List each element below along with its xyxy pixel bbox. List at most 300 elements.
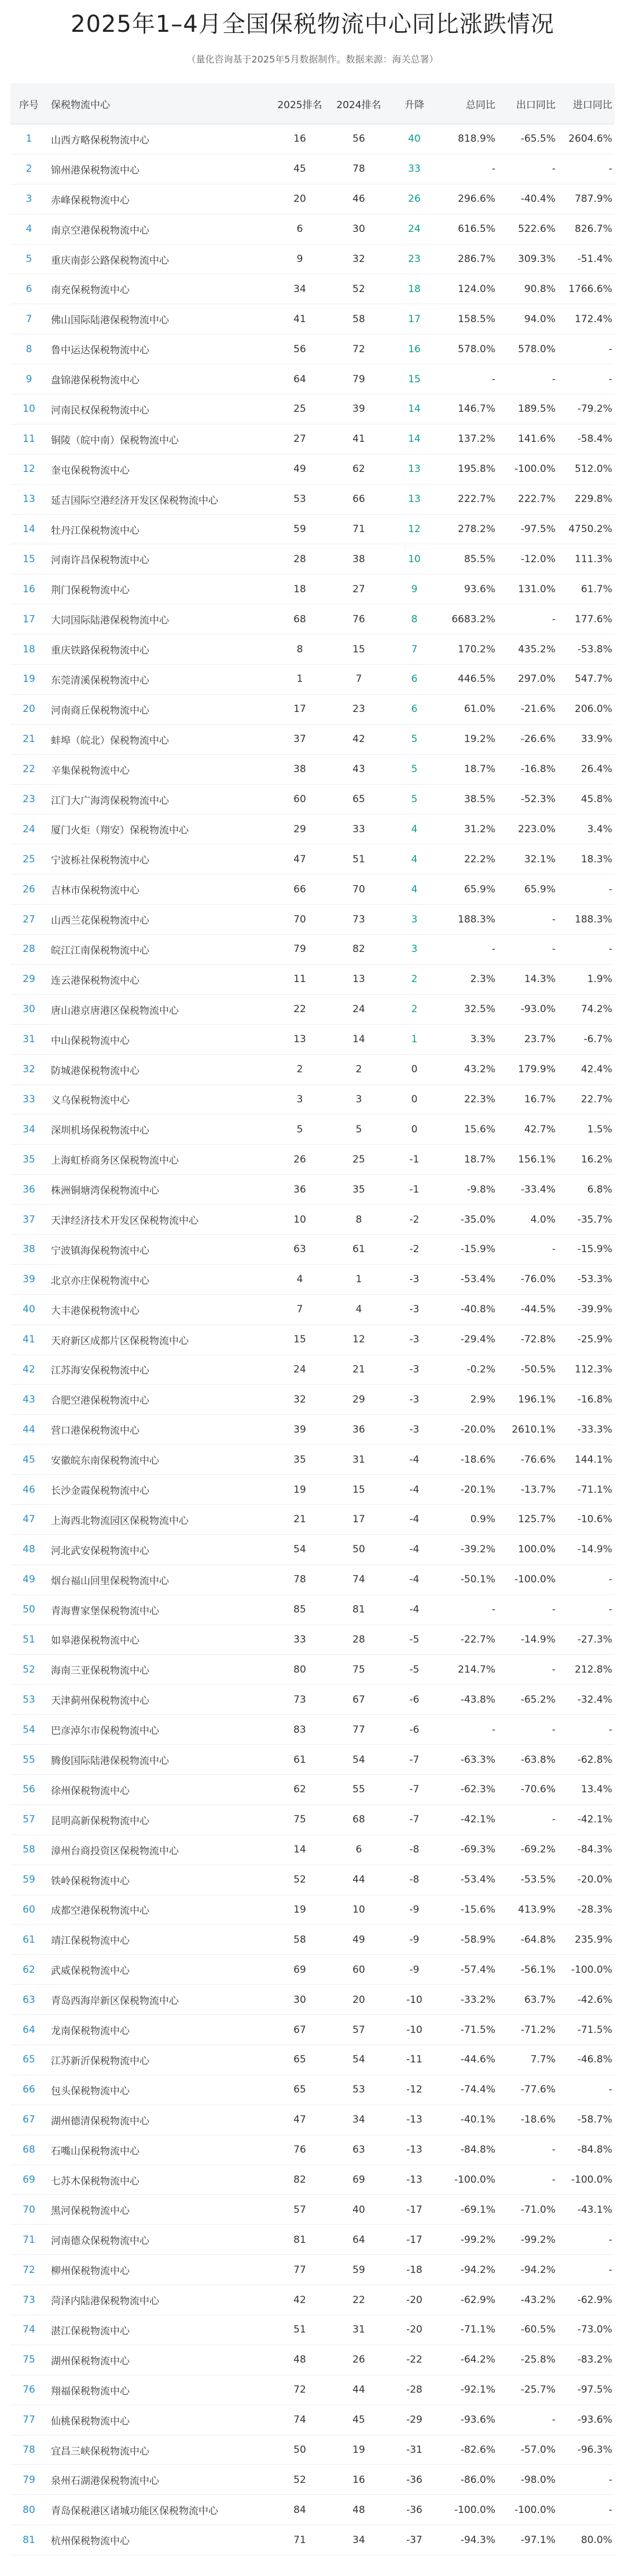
cell-change: -10	[406, 1994, 422, 2006]
table-row	[10, 1835, 615, 1865]
cell-rank-2025: 2	[296, 1064, 303, 1076]
cell-total-yoy: -20.0%	[460, 1423, 495, 1435]
cell-rank-2024: 75	[352, 1663, 365, 1675]
cell-index: 46	[23, 1483, 35, 1496]
cell-rank-2024: 14	[352, 1034, 365, 1046]
table-row	[10, 2435, 615, 2466]
cell-change: 5	[411, 763, 418, 776]
table-row	[10, 1895, 615, 1925]
cell-import-yoy: 206.0%	[575, 703, 612, 715]
cell-change: 26	[408, 193, 421, 205]
cell-rank-2025: 11	[293, 973, 306, 986]
cell-name: 上海西北物流园区保税物流中心	[51, 1515, 189, 1527]
cell-index: 64	[23, 2024, 35, 2036]
cell-import-yoy: -	[608, 883, 612, 895]
cell-change: -29	[406, 2414, 422, 2426]
cell-change: 4	[411, 853, 418, 865]
cell-change: -3	[409, 1274, 420, 1286]
cell-import-yoy: 1.5%	[587, 1123, 612, 1135]
cell-index: 77	[23, 2414, 35, 2426]
cell-change: -5	[409, 1633, 420, 1645]
cell-index: 43	[23, 1393, 35, 1405]
cell-export-yoy: -33.4%	[520, 1183, 556, 1195]
cell-name: 东莞清溪保税物流中心	[51, 674, 149, 687]
cell-import-yoy: -97.5%	[577, 2384, 612, 2396]
cell-export-yoy: 100.0%	[518, 1544, 556, 1556]
cell-total-yoy: -39.2%	[460, 1544, 495, 1556]
cell-name: 南充保税物流中心	[51, 285, 130, 297]
cell-total-yoy: -71.1%	[460, 2324, 495, 2336]
cell-rank-2025: 67	[293, 2024, 306, 2036]
table-row	[10, 1925, 615, 1955]
cell-rank-2025: 69	[293, 1964, 306, 1976]
cell-export-yoy: 23.7%	[524, 1034, 556, 1046]
cell-index: 14	[23, 523, 35, 536]
cell-change: -2	[409, 1243, 420, 1256]
cell-name: 安徽皖东南保税物流中心	[51, 1455, 159, 1467]
cell-rank-2024: 82	[352, 943, 365, 955]
cell-change: 3	[411, 943, 418, 955]
cell-rank-2025: 14	[293, 1844, 306, 1856]
cell-import-yoy: -84.3%	[577, 1844, 612, 1856]
table-row	[10, 1415, 615, 1445]
table-row	[10, 2075, 615, 2105]
cell-rank-2024: 74	[352, 1574, 365, 1586]
table-row	[10, 2495, 615, 2525]
cell-total-yoy: -69.1%	[460, 2204, 495, 2216]
cell-name: 重庆南彭公路保税物流中心	[51, 254, 169, 267]
cell-name: 蚌埠（皖北）保税物流中心	[51, 735, 169, 747]
cell-export-yoy: 125.7%	[518, 1514, 556, 1526]
cell-name: 泉州石湖港保税物流中心	[51, 2475, 159, 2488]
cell-change: 9	[411, 583, 418, 595]
page-title: 2025年1–4月全国保税物流中心同比涨跌情况	[71, 11, 554, 38]
cell-export-yoy: -100.0%	[514, 1574, 556, 1586]
table-row	[10, 1955, 615, 1985]
cell-rank-2025: 19	[293, 1483, 306, 1496]
cell-export-yoy: -40.4%	[520, 193, 556, 205]
cell-rank-2025: 16	[293, 133, 306, 145]
cell-export-yoy: 435.2%	[518, 643, 556, 655]
cell-total-yoy: 18.7%	[464, 1153, 495, 1165]
cell-name: 湖州德清保税物流中心	[51, 2115, 149, 2127]
table-header	[10, 83, 615, 124]
cell-export-yoy: -	[552, 613, 556, 625]
cell-index: 21	[23, 733, 35, 746]
cell-name: 七苏木保税物流中心	[51, 2175, 139, 2187]
cell-total-yoy: 286.7%	[458, 253, 495, 265]
table-row	[10, 2375, 615, 2405]
cell-rank-2024: 66	[352, 493, 365, 505]
cell-export-yoy: -77.6%	[520, 2084, 556, 2096]
cell-export-yoy: -	[552, 163, 556, 175]
cell-rank-2024: 79	[352, 373, 365, 385]
table-row	[10, 394, 615, 425]
cell-total-yoy: 85.5%	[464, 553, 495, 565]
cell-rank-2025: 58	[293, 1933, 306, 1946]
cell-export-yoy: -	[552, 2174, 556, 2186]
cell-change: -3	[409, 1423, 420, 1435]
cell-total-yoy: -94.3%	[460, 2534, 495, 2546]
cell-index: 42	[23, 1363, 35, 1375]
table-row	[10, 1145, 615, 1175]
cell-export-yoy: 94.0%	[524, 313, 556, 325]
cell-rank-2024: 65	[352, 794, 365, 806]
cell-rank-2025: 73	[293, 1693, 306, 1706]
table-row	[10, 2525, 615, 2555]
cell-import-yoy: -15.9%	[577, 1243, 612, 1256]
cell-rank-2024: 29	[352, 1393, 365, 1405]
cell-rank-2025: 74	[293, 2414, 306, 2426]
cell-change: -4	[409, 1544, 420, 1556]
cell-index: 28	[23, 943, 35, 955]
cell-import-yoy: 229.8%	[575, 493, 612, 505]
table-row	[10, 1655, 615, 1685]
cell-rank-2024: 5	[355, 1123, 362, 1135]
cell-rank-2025: 50	[293, 2444, 306, 2456]
cell-total-yoy: -82.6%	[460, 2444, 495, 2456]
cell-change: 5	[411, 794, 418, 806]
table-row	[10, 124, 615, 154]
cell-import-yoy: -	[608, 2504, 612, 2516]
cell-name: 青海曹家堡保税物流中心	[51, 1605, 159, 1617]
cell-import-yoy: -	[608, 1574, 612, 1586]
cell-name: 合肥空港保税物流中心	[51, 1395, 149, 1407]
cell-change: -1	[409, 1183, 420, 1195]
cell-rank-2025: 5	[296, 1123, 303, 1135]
cell-name: 成都空港保税物流中心	[51, 1905, 149, 1917]
table-row	[10, 1865, 615, 1895]
cell-index: 74	[23, 2324, 35, 2336]
cell-total-yoy: -57.4%	[460, 1964, 495, 1976]
cell-change: -13	[406, 2174, 422, 2186]
cell-change: -31	[406, 2444, 422, 2456]
cell-index: 41	[23, 1334, 35, 1346]
cell-index: 79	[23, 2474, 35, 2486]
cell-rank-2025: 39	[293, 1423, 306, 1435]
cell-change: -36	[406, 2474, 422, 2486]
cell-index: 23	[23, 794, 35, 806]
cell-import-yoy: 45.8%	[580, 794, 612, 806]
cell-name: 河南商丘保税物流中心	[51, 704, 149, 717]
cell-import-yoy: -84.8%	[577, 2144, 612, 2156]
cell-rank-2025: 3	[296, 1093, 303, 1105]
cell-import-yoy: 18.3%	[580, 853, 612, 865]
table-row	[10, 1175, 615, 1205]
table-row	[10, 154, 615, 184]
cell-rank-2024: 64	[352, 2234, 365, 2246]
cell-export-yoy: 2610.1%	[512, 1423, 556, 1435]
table-row	[10, 2465, 615, 2495]
table-row	[10, 844, 615, 874]
cell-change: 5	[411, 733, 418, 746]
cell-import-yoy: -53.3%	[577, 1274, 612, 1286]
cell-change: -3	[409, 1393, 420, 1405]
cell-index: 22	[23, 763, 35, 776]
cell-total-yoy: 2.3%	[470, 973, 495, 986]
cell-index: 37	[23, 1213, 35, 1226]
cell-rank-2025: 25	[293, 403, 306, 415]
cell-index: 30	[23, 1003, 35, 1016]
cell-export-yoy: -69.2%	[520, 1844, 556, 1856]
cell-index: 39	[23, 1274, 35, 1286]
cell-export-yoy: -50.5%	[520, 1363, 556, 1375]
cell-rank-2024: 49	[352, 1933, 365, 1946]
cell-rank-2025: 29	[293, 823, 306, 835]
cell-name: 大丰港保税物流中心	[51, 1305, 139, 1317]
cell-change: 14	[408, 403, 421, 415]
cell-export-yoy: -26.6%	[520, 733, 556, 746]
cell-change: 12	[408, 523, 421, 536]
cell-total-yoy: -62.9%	[460, 2294, 495, 2306]
cell-export-yoy: 522.6%	[518, 223, 556, 235]
cell-rank-2025: 36	[293, 1183, 306, 1195]
table-row	[10, 1805, 615, 1835]
cell-total-yoy: -100.0%	[454, 2504, 495, 2516]
cell-export-yoy: -65.5%	[520, 133, 556, 145]
cell-change: 14	[408, 433, 421, 445]
cell-index: 12	[23, 463, 35, 475]
cell-rank-2024: 30	[352, 223, 365, 235]
cell-name: 湖州保税物流中心	[51, 2355, 130, 2367]
cell-change: -7	[409, 1754, 420, 1766]
table-row	[10, 1565, 615, 1595]
cell-rank-2024: 51	[352, 853, 365, 865]
cell-index: 67	[23, 2114, 35, 2126]
cell-export-yoy: -44.5%	[520, 1304, 556, 1316]
cell-index: 26	[23, 883, 35, 895]
cell-index: 61	[23, 1933, 35, 1946]
cell-name: 靖江保税物流中心	[51, 1935, 130, 1947]
cell-rank-2025: 42	[293, 2294, 306, 2306]
cell-total-yoy: -20.1%	[460, 1483, 495, 1496]
cell-rank-2024: 20	[352, 1994, 365, 2006]
cell-rank-2025: 65	[293, 2084, 306, 2096]
header-rank-2025: 2025排名	[277, 99, 322, 111]
cell-rank-2024: 15	[352, 1483, 365, 1496]
header-export-yoy: 出口同比	[516, 99, 556, 111]
cell-total-yoy: 2.9%	[470, 1393, 495, 1405]
cell-total-yoy: 616.5%	[458, 223, 495, 235]
cell-import-yoy: 787.9%	[575, 193, 612, 205]
cell-import-yoy: -14.9%	[577, 1544, 612, 1556]
cell-change: -5	[409, 1663, 420, 1675]
cell-name: 荆门保税物流中心	[51, 585, 130, 597]
cell-index: 71	[23, 2234, 35, 2246]
cell-export-yoy: -60.5%	[520, 2324, 556, 2336]
cell-export-yoy: 16.7%	[524, 1093, 556, 1105]
cell-total-yoy: 18.7%	[464, 763, 495, 776]
cell-total-yoy: -44.6%	[460, 2054, 495, 2066]
cell-change: 3	[411, 913, 418, 925]
cell-export-yoy: -99.2%	[520, 2234, 556, 2246]
cell-rank-2024: 32	[352, 253, 365, 265]
cell-export-yoy: -100.0%	[514, 2504, 556, 2516]
cell-total-yoy: -99.2%	[460, 2234, 495, 2246]
cell-rank-2025: 18	[293, 583, 306, 595]
cell-rank-2024: 58	[352, 313, 365, 325]
cell-import-yoy: -43.1%	[577, 2204, 612, 2216]
table-row	[10, 604, 615, 634]
cell-total-yoy: -42.1%	[460, 1814, 495, 1826]
cell-change: -37	[406, 2534, 422, 2546]
table-row	[10, 364, 615, 394]
cell-change: -4	[409, 1453, 420, 1466]
cell-total-yoy: 43.2%	[464, 1064, 495, 1076]
cell-total-yoy: -74.4%	[460, 2084, 495, 2096]
cell-rank-2025: 85	[293, 1604, 306, 1616]
cell-rank-2024: 3	[355, 1093, 362, 1105]
cell-name: 翔福保税物流中心	[51, 2385, 130, 2397]
cell-rank-2024: 38	[352, 553, 365, 565]
table-row	[10, 304, 615, 334]
cell-rank-2024: 2	[355, 1064, 362, 1076]
table-row	[10, 905, 615, 935]
cell-total-yoy: 15.6%	[464, 1123, 495, 1135]
cell-name: 江苏新沂保税物流中心	[51, 2055, 149, 2067]
cell-total-yoy: 170.2%	[458, 643, 495, 655]
table-row	[10, 1445, 615, 1475]
cell-import-yoy: 13.4%	[580, 1784, 612, 1796]
cell-name: 营口港保税物流中心	[51, 1425, 139, 1437]
cell-export-yoy: 141.6%	[518, 433, 556, 445]
cell-rank-2024: 81	[352, 1604, 365, 1616]
cell-import-yoy: -93.6%	[577, 2414, 612, 2426]
cell-total-yoy: 188.3%	[458, 913, 495, 925]
cell-total-yoy: 214.7%	[458, 1663, 495, 1675]
cell-index: 20	[23, 703, 35, 715]
table-row	[10, 2225, 615, 2255]
cell-import-yoy: -71.5%	[577, 2024, 612, 2036]
cell-total-yoy: -84.8%	[460, 2144, 495, 2156]
cell-index: 49	[23, 1574, 35, 1586]
cell-change: -8	[409, 1874, 420, 1886]
cell-change: -9	[409, 1964, 420, 1976]
cell-name: 锦州港保税物流中心	[51, 164, 139, 176]
cell-name: 防城港保税物流中心	[51, 1065, 139, 1077]
cell-name: 铁岭保税物流中心	[51, 1875, 130, 1887]
table-row	[10, 665, 615, 695]
cell-rank-2025: 52	[293, 2474, 306, 2486]
table-row	[10, 1385, 615, 1415]
cell-index: 56	[23, 1784, 35, 1796]
cell-import-yoy: -	[608, 373, 612, 385]
cell-rank-2025: 61	[293, 1754, 306, 1766]
cell-name: 重庆铁路保税物流中心	[51, 645, 149, 657]
table-row	[10, 2255, 615, 2285]
cell-index: 50	[23, 1604, 35, 1616]
cell-rank-2024: 23	[352, 703, 365, 715]
cell-export-yoy: -100.0%	[514, 463, 556, 475]
cell-export-yoy: 4.0%	[530, 1213, 556, 1226]
cell-total-yoy: -93.6%	[460, 2414, 495, 2426]
cell-index: 75	[23, 2354, 35, 2366]
cell-rank-2024: 55	[352, 1784, 365, 1796]
cell-name: 龙南保税物流中心	[51, 2025, 130, 2038]
cell-index: 16	[23, 583, 35, 595]
cell-rank-2025: 79	[293, 943, 306, 955]
cell-name: 天津蓟州保税物流中心	[51, 1695, 149, 1707]
cell-total-yoy: 195.8%	[458, 463, 495, 475]
cell-export-yoy: 578.0%	[518, 343, 556, 355]
cell-change: -4	[409, 1483, 420, 1496]
cell-import-yoy: -20.0%	[577, 1874, 612, 1886]
table-row	[10, 1085, 615, 1115]
cell-rank-2024: 72	[352, 343, 365, 355]
cell-rank-2024: 46	[352, 193, 365, 205]
cell-rank-2025: 83	[293, 1724, 306, 1736]
cell-change: -1	[409, 1153, 420, 1165]
cell-total-yoy: 137.2%	[458, 433, 495, 445]
cell-rank-2024: 52	[352, 283, 365, 295]
cell-index: 51	[23, 1633, 35, 1645]
cell-index: 38	[23, 1243, 35, 1256]
cell-rank-2025: 7	[296, 1304, 303, 1316]
cell-rank-2024: 4	[355, 1304, 362, 1316]
cell-index: 44	[23, 1423, 35, 1435]
cell-import-yoy: -39.9%	[577, 1304, 612, 1316]
cell-name: 北京亦庄保税物流中心	[51, 1275, 149, 1287]
cell-index: 48	[23, 1544, 35, 1556]
cell-index: 31	[23, 1034, 35, 1046]
cell-total-yoy: 158.5%	[458, 313, 495, 325]
cell-index: 19	[23, 673, 35, 685]
cell-total-yoy: -0.2%	[466, 1363, 495, 1375]
cell-index: 17	[23, 613, 35, 625]
cell-rank-2025: 84	[293, 2504, 306, 2516]
cell-export-yoy: -76.0%	[520, 1274, 556, 1286]
cell-change: 1	[411, 1034, 418, 1046]
cell-index: 3	[25, 193, 32, 205]
cell-export-yoy: -43.2%	[520, 2294, 556, 2306]
table-body	[10, 124, 615, 2555]
cell-rank-2024: 36	[352, 1423, 365, 1435]
cell-export-yoy: -93.0%	[520, 1003, 556, 1016]
cell-rank-2025: 24	[293, 1363, 306, 1375]
header-import-yoy: 进口同比	[573, 99, 612, 111]
cell-export-yoy: -57.0%	[520, 2444, 556, 2456]
cell-rank-2025: 38	[293, 763, 306, 776]
cell-import-yoy: -83.2%	[577, 2354, 612, 2366]
cell-index: 70	[23, 2204, 35, 2216]
cell-import-yoy: 61.7%	[580, 583, 612, 595]
cell-name: 奎屯保税物流中心	[51, 464, 130, 477]
cell-export-yoy: -	[552, 1663, 556, 1675]
cell-export-yoy: 309.3%	[518, 253, 556, 265]
cell-change: 16	[408, 343, 421, 355]
cell-name: 河南许昌保税物流中心	[51, 555, 149, 567]
cell-total-yoy: 65.9%	[464, 883, 495, 895]
cell-export-yoy: 156.1%	[518, 1153, 556, 1165]
cell-total-yoy: 32.5%	[464, 1003, 495, 1016]
cell-name: 柳州保税物流中心	[51, 2265, 130, 2278]
cell-import-yoy: -46.8%	[577, 2054, 612, 2066]
cell-change: -13	[406, 2144, 422, 2156]
cell-export-yoy: -71.0%	[520, 2204, 556, 2216]
cell-total-yoy: -53.4%	[460, 1874, 495, 1886]
table-row	[10, 874, 615, 905]
table-row	[10, 1475, 615, 1505]
cell-rank-2025: 20	[293, 193, 306, 205]
cell-rank-2025: 41	[293, 313, 306, 325]
cell-export-yoy: 196.1%	[518, 1393, 556, 1405]
cell-change: -6	[409, 1693, 420, 1706]
cell-index: 33	[23, 1093, 35, 1105]
cell-export-yoy: -25.8%	[520, 2354, 556, 2366]
cell-index: 13	[23, 493, 35, 505]
cell-rank-2025: 63	[293, 1243, 306, 1256]
cell-export-yoy: 297.0%	[518, 673, 556, 685]
